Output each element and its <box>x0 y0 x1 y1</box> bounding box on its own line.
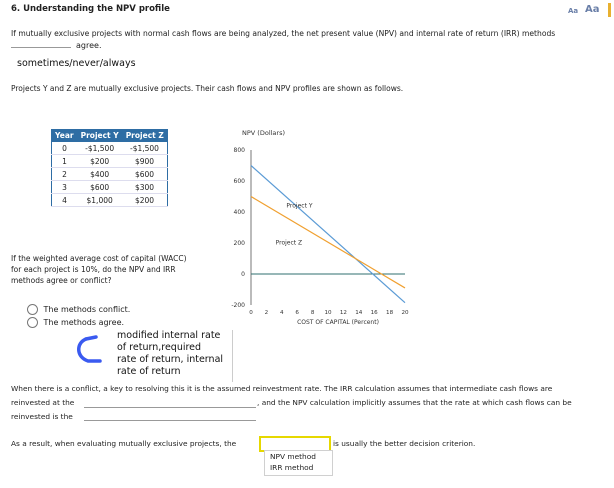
agree-dropdown[interactable] <box>11 38 71 48</box>
result-text-after: is usually the better decision criterion. <box>333 439 476 448</box>
radio-button[interactable] <box>27 317 38 328</box>
table-cell: 0 <box>52 142 78 155</box>
table-row <box>52 194 168 207</box>
dropdown-option[interactable]: rate of return <box>117 366 181 377</box>
x-tick-label: 12 <box>339 310 347 316</box>
intro-agree-text: agree. <box>76 41 102 50</box>
wacc-question-line3: methods agree or conflict? <box>11 276 112 285</box>
table-row <box>52 168 168 181</box>
series-label-project-z: Project Z <box>275 239 303 247</box>
question-title: 6. Understanding the NPV profile <box>11 4 170 14</box>
conflict-text-line2a: reinvested at the <box>11 398 75 407</box>
conflict-text-line3: reinvested is the <box>11 412 73 421</box>
dropdown-option[interactable]: of return,required <box>117 342 202 353</box>
series-label-project-y: Project Y <box>286 202 313 210</box>
dropdown-option[interactable]: rate of return, internal <box>117 354 224 365</box>
dropdown-option[interactable]: modified internal rate <box>117 330 221 341</box>
radio-methods-agree[interactable] <box>27 317 124 328</box>
projects-intro: Projects Y and Z are mutually exclusive projects. Their cash flows and NPV profiles are shown as follows. <box>11 84 404 93</box>
conflict-text-line1: When there is a conflict, a key to resolving this it is the assumed reinvestment rate. The IRR calculation assumes that intermediate cash flows are <box>11 384 553 393</box>
x-axis-label: COST OF CAPITAL (Percent) <box>297 319 379 326</box>
table-header: Project Y <box>77 130 122 142</box>
table-cell: 4 <box>52 194 78 207</box>
method-option[interactable]: IRR method <box>270 463 314 472</box>
font-size-large-button[interactable]: Aa <box>585 4 600 15</box>
wacc-question <box>11 253 187 286</box>
table-cell: $400 <box>77 168 122 181</box>
table-cell: $600 <box>77 181 122 194</box>
chart-title: NPV (Dollars) <box>242 129 286 137</box>
table-cell: $900 <box>122 155 167 168</box>
dropdown-options-text: sometimes/never/always <box>17 58 136 69</box>
radio-button[interactable] <box>27 304 38 315</box>
x-tick-label: 8 <box>310 310 315 316</box>
table-cell: $200 <box>77 155 122 168</box>
table-cell: 3 <box>52 181 78 194</box>
radio-label: The methods conflict. <box>43 305 131 314</box>
y-tick-label: 0 <box>241 271 245 278</box>
method-options-list[interactable] <box>264 450 333 476</box>
x-tick-label: 6 <box>295 310 299 316</box>
x-tick-label: 4 <box>280 310 284 316</box>
table-cell: $300 <box>122 181 167 194</box>
table-row <box>52 155 168 168</box>
irr-reinvestment-dropdown[interactable] <box>84 398 256 408</box>
table-row <box>52 181 168 194</box>
table-cell: 2 <box>52 168 78 181</box>
cash-flow-table <box>51 129 168 207</box>
x-tick-label: 16 <box>370 310 378 316</box>
y-tick-label: 600 <box>233 178 245 185</box>
wacc-question-line1: If the weighted average cost of capital (WACC) <box>11 254 187 263</box>
table-cell: 1 <box>52 155 78 168</box>
npv-reinvestment-dropdown[interactable] <box>84 411 256 421</box>
edge-icon <box>608 3 611 17</box>
result-text-before: As a result, when evaluating mutually exclusive projects, the <box>11 439 237 448</box>
font-size-small-button[interactable]: Aa <box>568 7 579 15</box>
x-tick-label: 0 <box>249 310 253 316</box>
conflict-text-line2b: , and the NPV calculation implicitly assumes that the rate at which cash flows can be <box>257 398 572 407</box>
npv-profile-chart <box>215 125 420 340</box>
x-tick-label: 10 <box>324 310 332 316</box>
y-tick-label: 800 <box>233 147 245 154</box>
radio-methods-conflict[interactable] <box>27 304 130 315</box>
y-tick-label: 200 <box>233 240 245 247</box>
intro-text: If mutually exclusive projects with normal cash flows are being analyzed, the net present value (NPV) and internal rate of return (IRR) methods <box>11 29 556 38</box>
y-tick-label: -200 <box>231 302 245 309</box>
x-tick-label: 2 <box>264 310 269 316</box>
table-row <box>52 142 168 155</box>
radio-label: The methods agree. <box>43 318 125 327</box>
x-tick-label: 20 <box>401 310 409 316</box>
method-option[interactable]: NPV method <box>270 452 316 461</box>
table-cell: $1,000 <box>77 194 122 207</box>
table-header: Project Z <box>122 130 167 142</box>
wacc-question-line2: for each project is 10%, do the NPV and IRR <box>11 265 176 274</box>
table-cell: -$1,500 <box>77 142 122 155</box>
rate-dropdown-list[interactable] <box>114 330 233 382</box>
table-cell: $200 <box>122 194 167 207</box>
x-tick-label: 18 <box>386 310 394 316</box>
table-cell: $600 <box>122 168 167 181</box>
table-cell: -$1,500 <box>122 142 167 155</box>
hand-drawn-arrow-icon <box>72 333 108 367</box>
series-line-project-y <box>251 166 405 303</box>
table-header: Year <box>52 130 78 142</box>
x-tick-label: 14 <box>355 310 363 316</box>
y-tick-label: 400 <box>233 209 245 216</box>
